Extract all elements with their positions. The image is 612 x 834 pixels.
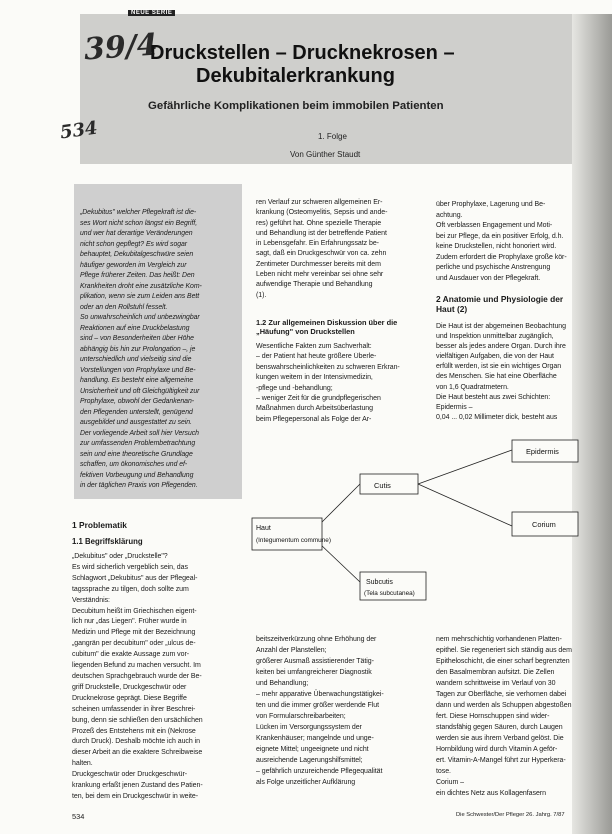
intro-line: Pflege früherer Zeiten. Das heißt: Den <box>80 272 195 279</box>
section-anatomie <box>436 294 576 315</box>
intro-line: schaffen, um ökonomisches und ef- <box>80 461 188 468</box>
text-line: Hornbildung wird durch Vitamin A geför- <box>436 746 558 753</box>
text-line: beim Pflegepersonal als Folge der Ar- <box>256 415 372 423</box>
handwritten-page-note: 534 <box>58 117 99 144</box>
intro-line: abhängig bis hin zur Prolongation –, je <box>80 345 196 353</box>
intro-line: sind – von Besonderheiten über Höhe <box>80 335 194 342</box>
text-line: Zentimeter Durchmesser bereits mit dem <box>256 260 381 268</box>
text-line: Leben nicht mehr vereinbar sei ohne sehr <box>256 271 384 279</box>
page-number: 534 <box>72 812 85 821</box>
text-line: und Behandlung; <box>256 680 309 687</box>
text-line: keiten bei umfangreicherer Diagnostik <box>256 669 372 676</box>
text-line: „gangrän per decubitum" oder „ulcus de- <box>72 640 196 648</box>
text-line: und Inspektion unmittelbar zugänglich, <box>436 333 554 341</box>
text-line: aufwendige Therapie und Behandlung <box>256 281 373 289</box>
text-line: Die Haut ist der abgemeinen Beobachtung <box>436 323 566 330</box>
text-line: – gefährlich unzureichende Pflegequalität <box>256 768 383 775</box>
text-line: – der Patient hat heute größere Überle- <box>256 353 377 361</box>
text-line: 0,04 ... 0,02 Millimeter dick, besteht aus <box>436 413 558 421</box>
diagram-box-haut <box>252 518 322 550</box>
text-line: Druckgeschwür oder Druckgeschwür- <box>72 771 188 779</box>
intro-line: Der vorliegende Arbeit soll hier Versuch <box>80 429 199 437</box>
intro-line: ses Wort nicht schon längst ein Begriff, <box>80 219 198 227</box>
text-line: scheinen umfassender in ihrer Beschrei- <box>72 705 196 713</box>
text-line: Corium – <box>436 779 464 786</box>
text-line: standsfähig gegen Säuren, durch Laugen <box>436 724 563 731</box>
text-line: griff Druckstelle, Druckgeschwür oder <box>72 683 187 691</box>
diagram-label-haut: Haut <box>256 525 271 532</box>
page-title-line1: Druckstellen – Drucknekrosen – <box>150 42 455 64</box>
diagram-line-haut-cutis <box>320 484 360 524</box>
text-line: Wesentliche Fakten zum Sachverhalt: <box>256 343 372 350</box>
text-line: wandern schrittweise im Verlauf von 30 <box>436 680 556 687</box>
intro-line: Krankheiten droht eine zusätzliche Kom- <box>80 282 202 290</box>
section-anatomie-text: 2 Anatomie und Physiologie der Haut (2) <box>436 294 564 315</box>
text-line: – weniger Zeit für die grundpflegerischen <box>256 395 381 403</box>
intro-line: nicht schon gepflegt? Es wird sogar <box>80 240 188 248</box>
text-line: dann und werden als Schuppen abgestoßen <box>436 702 572 709</box>
text-line: Medizin und Pflege mit der Bezeichnung <box>72 629 196 637</box>
intro-line: Vorstellungen von Prophylaxe und Be- <box>80 366 196 374</box>
text-line: lich nur „das Liegen". Früher wurde in <box>72 618 187 626</box>
intro-line: Reaktionen auf eine Druckbelastung <box>80 324 190 332</box>
text-line: krankung erfaßt jenen Zustand des Patien- <box>72 782 203 790</box>
text-line: größerer Ausmaß assistierender Tätig- <box>256 658 374 665</box>
text-line: Es wird sicherlich vergeblich sein, das <box>72 563 188 571</box>
diagram-label-corium: Corium <box>532 520 556 529</box>
section-diskussion <box>256 318 426 337</box>
text-line: ert. Vitamin-A-Mangel führt zur Hyperkera- <box>436 757 566 764</box>
text-line: ten, bei dem ein Druckgeschwür in weite- <box>72 792 199 800</box>
section-diskussion-text: 1.2 Zur allgemeinen Diskussion über die „Häufung" von Druckstellen <box>256 318 398 337</box>
text-line: dieser Arbeit an die exaktere Schreibweise <box>72 749 203 757</box>
text-line: Prozeß des Entstehens mit ein (Nekrose <box>72 727 196 735</box>
text-line: -pflege und -behandlung; <box>256 384 333 392</box>
middle-column-top <box>256 198 426 301</box>
author: Von Günther Staudt <box>290 150 361 159</box>
text-line: kungen weitem in der Intensivmedizin, <box>256 374 373 382</box>
text-line: durch Druck). Deshalb möchte ich auch in <box>72 738 200 746</box>
diagram-line-cutis-corium <box>418 484 512 526</box>
text-line: tose. <box>436 768 451 775</box>
diagram-label-cutis: Cutis <box>374 481 391 490</box>
intro-line: fektiven Vorbeugung und Behandlung <box>80 471 194 479</box>
text-line: cubitum" die exakte Aussage zum vor- <box>72 651 190 659</box>
text-line: Die Haut besteht aus zwei Schichten: <box>436 393 551 401</box>
intro-line: unterschiedlich und vielseitig sind die <box>80 356 192 363</box>
right-column-anatomy <box>436 322 576 423</box>
text-line: Oft verblassen Engagement und Moti- <box>436 222 553 229</box>
text-line: ren Verlauf zur schweren allgemeinen Er- <box>256 199 383 206</box>
text-line: tagssprache zu tilgen, doch sollte zum <box>72 585 189 593</box>
diagram-line-cutis-epidermis <box>418 450 512 484</box>
right-column-bottom <box>436 634 576 799</box>
text-line: erfüllt werden, ist sie ein wichtiges Organ <box>436 363 562 371</box>
text-line: in Lebensgefahr. Ein Erfahrungssatz be- <box>256 240 379 248</box>
intro-line: zur umfassenden Problembetrachtung <box>80 440 196 447</box>
intro-line: den Pflegenden unterstellt, genügend <box>80 408 193 416</box>
text-line: Epitheloschicht, die einer scharf begrenzten <box>436 658 570 665</box>
middle-column-bottom <box>256 634 428 788</box>
text-line: nem mehrschichtig vorhandenen Platten- <box>436 636 562 643</box>
text-line: ten und die immer größer werdende Flut <box>256 702 379 709</box>
text-line: beitszeitverkürzung ohne Erhöhung der <box>256 636 377 643</box>
text-line: ausreichende Lagerungshilfsmittel; <box>256 757 363 764</box>
text-line: werden sie aus ihrem Verband gelöst. Die <box>436 735 564 742</box>
text-line: Drucknekrose geprägt. Diese Begriffe <box>72 694 187 702</box>
page-title-line2: Dekubitalerkrankung <box>196 65 395 87</box>
text-line: besser als jedes andere Organ. Durch ihre <box>436 343 566 351</box>
text-line: bung, denn sie schließen den ursächlichen <box>72 716 203 724</box>
text-line: des Menschen. Sie hat eine Oberfläche <box>436 373 557 381</box>
handwritten-number: 39/4 <box>82 27 159 68</box>
text-line: über Prophylaxe, Lagerung und Be- <box>436 201 546 208</box>
text-line: Lücken im Versorgungssystem der <box>256 724 362 731</box>
text-line: Decubitum heißt im Griechischen eigent- <box>72 607 197 615</box>
intro-line: „Dekubitus" welcher Pflegekraft ist die- <box>80 209 197 216</box>
text-line: Anzahl der Planstellen; <box>256 647 327 654</box>
diagram-line-haut-subcutis <box>320 544 360 582</box>
journal-tag: NEUE SERIE <box>128 10 175 16</box>
text-line: Zudem erfordert die Prophylaxe große kör- <box>436 253 567 261</box>
banner-shadow-right <box>572 14 612 834</box>
intro-text <box>80 208 242 492</box>
middle-column-facts <box>256 342 428 425</box>
intro-line: sein und eine theoretische Grundlage <box>80 450 193 458</box>
intro-line: häufiger geworden im Vergleich zur <box>80 261 187 269</box>
text-line: vielfältigen Aufgaben, die von der Haut <box>436 353 554 361</box>
text-line: krankung (Osteomyelitis, Sepsis und ande- <box>256 209 388 217</box>
text-line: achtung. <box>436 211 463 219</box>
text-line: res) geführt hat. Ohne spezielle Therapie <box>256 219 382 227</box>
intro-line: plikation, wenn sie zum Leiden ans Bett <box>80 293 200 300</box>
text-line: keine Druckstellen, nicht honoriert wird. <box>436 243 557 250</box>
right-column-top <box>436 200 576 284</box>
diagram-label-subcutis-sub: (Tela subcutanea) <box>364 590 415 597</box>
left-column-text <box>72 552 244 803</box>
text-line: ein dichtes Netz aus Kollagenfasern <box>436 790 546 797</box>
text-line: eignete Mittel; ungeeignete und nicht <box>256 746 369 753</box>
text-line: Maßnahmen durch Arbeitsüberlastung <box>256 405 373 413</box>
section-begriffsklaerung: 1.1 Begriffsklärung <box>72 537 143 546</box>
text-line: bei zur Pflege, da ein positiver Erfolg, d.h. <box>436 232 564 240</box>
text-line: und Ausdauer von der Pflegekraft. <box>436 274 541 282</box>
text-line: und Behandlung ist der betreffende Patient <box>256 229 387 237</box>
journal-footer: Die Schwester/Der Pfleger 26. Jahrg. 7/87 <box>456 812 565 818</box>
intro-line: Prophylaxe, obwohl der Gedankenan- <box>80 398 194 405</box>
text-line: den Basalmembran aufsitzt. Die Zellen <box>436 669 555 676</box>
text-line: Schlagwort „Dekubitus" aus der Pflegeal- <box>72 574 198 582</box>
text-line: benswahrscheinlichkeiten zu schweren Erkran- <box>256 363 400 371</box>
text-line: Verständnis: <box>72 596 110 604</box>
text-line: halten. <box>72 760 93 768</box>
intro-line: und wer hat derartige Veränderungen <box>80 230 193 237</box>
text-line: von 1,6 Quadratmetern. <box>436 383 509 391</box>
text-line: Krankenhäuser; mangelnde und unge- <box>256 735 374 742</box>
intro-line: behauptet, Dekubitalgeschwüre seien <box>80 251 194 258</box>
text-line: sagt, daß ein Druckgeschwür von ca. zehn <box>256 250 387 258</box>
skin-layers-diagram <box>250 432 580 614</box>
diagram-label-epidermis: Epidermis <box>526 447 559 456</box>
subtitle: Gefährliche Komplikationen beim immobilen Patienten <box>148 100 444 112</box>
diagram-label-subcutis: Subcutis <box>366 579 393 586</box>
text-line: perliche und psychische Anstrengung <box>436 264 551 271</box>
series-label: 1. Folge <box>318 132 347 141</box>
intro-line: handlung. Es besteht eine allgemeine <box>80 377 194 384</box>
section-problematik: 1 Problematik <box>72 520 127 530</box>
intro-line: So unwahrscheinlich und unbezwingbar <box>80 314 200 321</box>
diagram-label-haut-sub: (Integumentum commune) <box>256 537 331 544</box>
intro-line: oder an den Rollstuhl fesselt. <box>80 303 168 311</box>
text-line: fert. Diese Hornschuppen sind wider- <box>436 713 550 720</box>
text-line: liegenden Befund zu machen versucht. Im <box>72 662 201 670</box>
intro-line: in der täglichen Praxis von Pflegenden. <box>80 482 198 489</box>
text-line: (1). <box>256 291 267 299</box>
text-line: von Formularschreibarbeiten; <box>256 713 346 720</box>
intro-line: ausgebildet und ausgestattet zu sein. <box>80 419 192 426</box>
intro-line: Unsicherheit und oft Gleichgültigkeit zur <box>80 387 200 395</box>
text-line: deutschen Sprachgebrauch wurde der Be- <box>72 672 202 680</box>
text-line: Tagen zur Oberfläche, sie verhornen dabei <box>436 691 567 698</box>
text-line: epithel. Sie regeneriert sich ständig aus dem <box>436 647 572 654</box>
text-line: als Folge unzeitlicher Aufklärung <box>256 779 356 786</box>
text-line: – mehr apparative Überwachungstätigkei- <box>256 691 384 698</box>
text-line: „Dekubitus" oder „Druckstelle"? <box>72 553 168 560</box>
text-line: Epidermis – <box>436 403 473 411</box>
